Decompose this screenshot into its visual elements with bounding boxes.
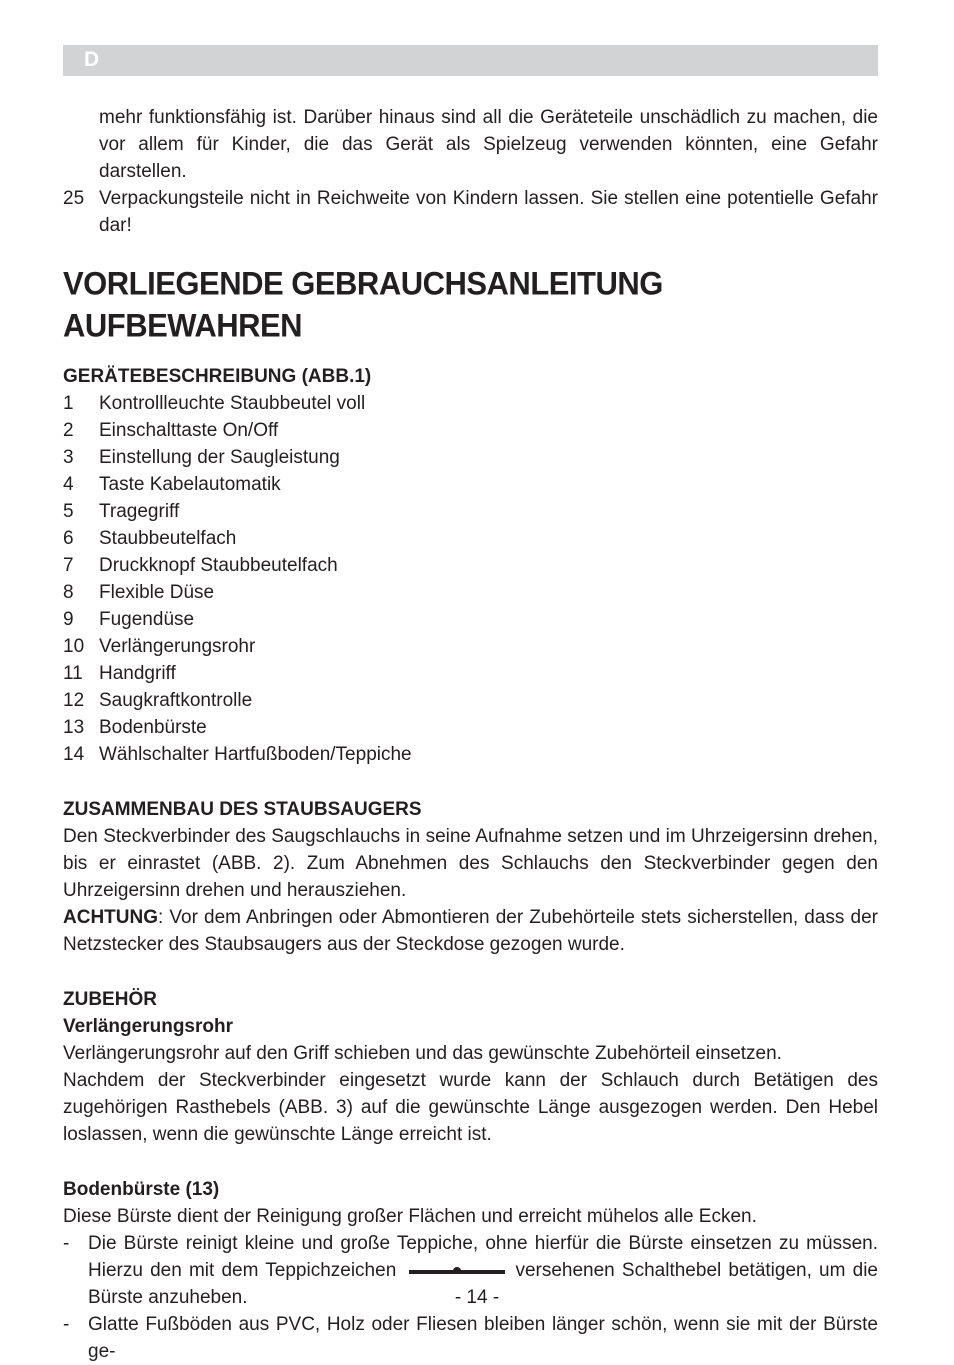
list-item-text: Verlängerungsrohr <box>99 636 256 657</box>
bullet-dash: - <box>63 1314 70 1335</box>
list-item-number: 12 <box>63 690 85 711</box>
language-code: D <box>84 48 100 71</box>
list-item-text: Tragegriff <box>99 501 180 522</box>
list-item-text: Saugkraftkontrolle <box>99 690 253 711</box>
assembly-warning <box>63 904 878 958</box>
list-item-25 <box>63 185 878 239</box>
carpet-symbol-icon <box>409 1266 505 1276</box>
list-item <box>63 633 878 660</box>
bullet-item <box>63 1311 878 1365</box>
list-item-number: 25 <box>63 188 85 209</box>
list-item-text: Handgriff <box>99 663 176 684</box>
intro-continuation: mehr funktionsfähig ist. Darüber hinaus sind all die Geräteteile unschädlich zu machen, die vor allem für Kinder, die das Gerät als Spielzeug verwenden könnten, eine Gefahr darstellen. <box>99 107 878 182</box>
warning-label: ACHTUNG <box>63 907 158 928</box>
list-item <box>63 660 878 687</box>
list-item <box>63 525 878 552</box>
page-content <box>63 104 878 1365</box>
extension-tube-subheading: Verlängerungsrohr <box>63 1016 233 1037</box>
list-item-text: Druckknopf Staubbeutelfach <box>99 555 338 576</box>
list-item-number: 13 <box>63 717 85 738</box>
list-item-number: 3 <box>63 447 74 468</box>
list-item-number: 1 <box>63 393 74 414</box>
list-item <box>63 714 878 741</box>
list-item-number: 5 <box>63 501 74 522</box>
bullet-dash: - <box>63 1233 70 1254</box>
list-item-text: Staubbeutelfach <box>99 528 237 549</box>
list-item <box>63 417 878 444</box>
list-item-text: Wählschalter Hartfußboden/Teppiche <box>99 744 412 765</box>
accessories-heading: ZUBEHÖR <box>63 989 157 1010</box>
list-item-number: 4 <box>63 474 74 495</box>
list-item <box>63 687 878 714</box>
bullet-text-part-2: versehenen Schalthebel betätigen, um die Bürste anzuheben. <box>88 1260 878 1308</box>
list-item <box>63 741 878 768</box>
list-item-number: 7 <box>63 555 74 576</box>
list-item-number: 10 <box>63 636 85 657</box>
list-item-number: 11 <box>63 663 83 684</box>
device-parts-list <box>63 390 878 768</box>
language-bar <box>63 45 878 76</box>
list-item-text: Verpackungsteile nicht in Reichweite von Kindern lassen. Sie stellen eine potentielle Gefahr dar! <box>99 188 878 236</box>
list-item-number: 9 <box>63 609 74 630</box>
list-item-number: 6 <box>63 528 74 549</box>
list-item-text: Fugendüse <box>99 609 195 630</box>
bullet-text-part-1: Die Bürste reinigt kleine und große Teppiche, ohne hierfür die Bürste einsetzen zu müssen. Hierzu den mit dem Teppichzeichen <box>88 1233 878 1281</box>
list-item-number: 8 <box>63 582 74 603</box>
assembly-paragraph: Den Steckverbinder des Saugschlauchs in seine Aufnahme setzen und im Uhrzeigersinn drehen, bis er einrastet (ABB. 2). Zum Abnehmen des Schlauchs den Steckverbinder gegen den Uhrzeigersinn drehen und herausziehen. <box>63 826 878 901</box>
floor-brush-paragraph: Diese Bürste dient der Reinigung großer Flächen und erreicht mühelos alle Ecken. <box>63 1206 757 1227</box>
main-title: VORLIEGENDE GEBRAUCHSANLEITUNG AUFBEWAHREN <box>63 265 663 344</box>
list-item-text: Einschalttaste On/Off <box>99 420 279 441</box>
list-item-text: Kontrollleuchte Staubbeutel voll <box>99 393 366 414</box>
device-description-heading: GERÄTEBESCHREIBUNG (ABB.1) <box>63 366 372 387</box>
list-item-number: 2 <box>63 420 74 441</box>
list-item-number: 14 <box>63 744 85 765</box>
extension-tube-paragraph-2: Nachdem der Steckverbinder eingesetzt wurde kann der Schlauch durch Betätigen des zugehörigen Rasthebels (ABB. 3) auf die gewünschte Länge ausgezogen werden. Den Hebel loslassen, wenn die gewünschte Länge erreicht ist. <box>63 1070 878 1145</box>
list-item <box>63 579 878 606</box>
list-item <box>63 606 878 633</box>
page-number: - 14 - <box>454 1287 500 1308</box>
warning-text: : Vor dem Anbringen oder Abmontieren der Zubehörteile stets sicherstellen, dass der Netzstecker des Staubsaugers aus der Steckdose gezogen wurde. <box>63 907 878 955</box>
list-item-text: Flexible Düse <box>99 582 215 603</box>
extension-tube-paragraph-1: Verlängerungsrohr auf den Griff schieben und das gewünschte Zubehörteil einsetzen. <box>63 1043 782 1064</box>
list-item <box>63 471 878 498</box>
assembly-heading: ZUSAMMENBAU DES STAUBSAUGERS <box>63 799 422 820</box>
list-item-text: Bodenbürste <box>99 717 207 738</box>
list-item <box>63 390 878 417</box>
list-item <box>63 444 878 471</box>
list-item-text: Einstellung der Saugleistung <box>99 447 340 468</box>
list-item-text: Taste Kabelautomatik <box>99 474 281 495</box>
bullet-text: Glatte Fußböden aus PVC, Holz oder Fliesen bleiben länger schön, wenn sie mit der Bürste ge- <box>88 1314 878 1362</box>
floor-brush-heading: Bodenbürste (13) <box>63 1179 220 1200</box>
list-item <box>63 552 878 579</box>
list-item <box>63 498 878 525</box>
